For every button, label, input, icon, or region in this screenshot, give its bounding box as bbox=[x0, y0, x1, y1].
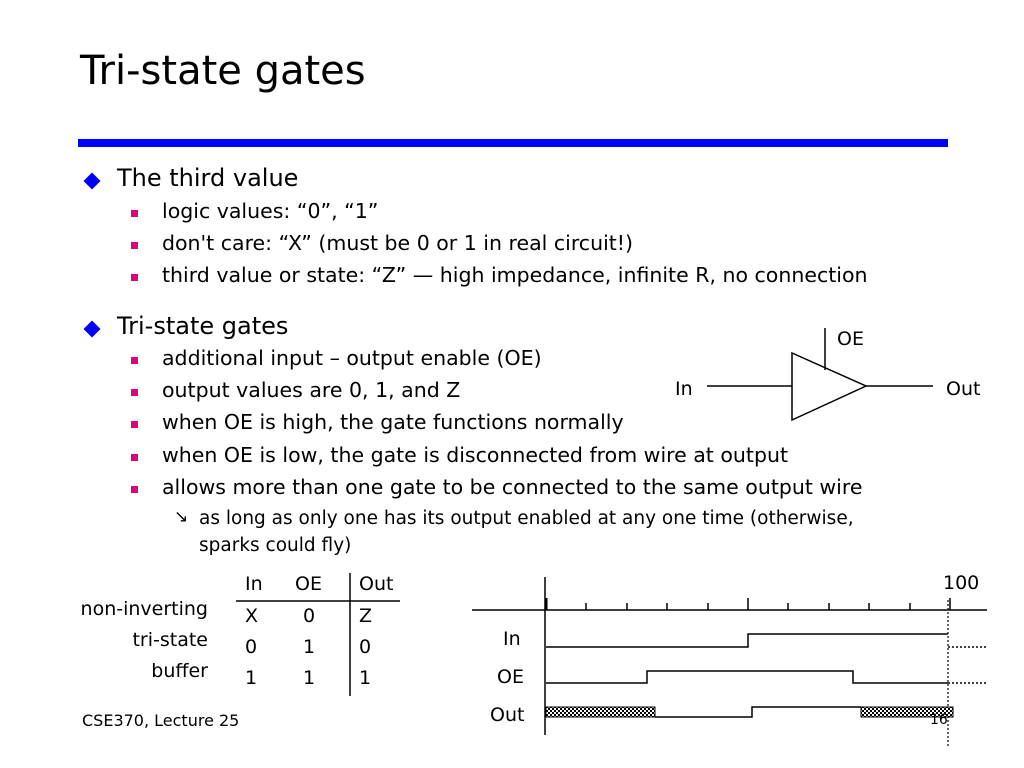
gate-oe-label: OE bbox=[837, 328, 864, 350]
table-cell: X bbox=[245, 605, 259, 627]
page-number: 16 bbox=[930, 712, 948, 728]
table-cell: 0 bbox=[359, 636, 372, 658]
arrow-bullet-icon: ↘ bbox=[174, 507, 189, 527]
list-item: when OE is high, the gate functions normally bbox=[162, 410, 624, 434]
timing-signal-out: Out bbox=[490, 704, 525, 726]
table-header-oe: OE bbox=[295, 573, 322, 595]
section2-heading: Tri-state gates bbox=[117, 312, 289, 340]
table-label-line3: buffer bbox=[151, 660, 208, 682]
table-header-out: Out bbox=[359, 573, 394, 595]
table-cell: 1 bbox=[303, 636, 316, 658]
sub-list-item-line1: as long as only one has its output enabled at any one time (otherwise, bbox=[199, 508, 854, 529]
section1-heading: The third value bbox=[117, 164, 299, 192]
list-item: don't care: “X” (must be 0 or 1 in real circuit!) bbox=[162, 231, 634, 255]
gate-out-label: Out bbox=[946, 378, 981, 400]
footer-text: CSE370, Lecture 25 bbox=[82, 711, 240, 730]
table-cell: 0 bbox=[245, 636, 258, 658]
gate-in-label: In bbox=[675, 378, 693, 400]
list-item: allows more than one gate to be connected to the same output wire bbox=[162, 475, 863, 499]
list-item: additional input – output enable (OE) bbox=[162, 346, 542, 370]
table-cell: 1 bbox=[245, 667, 258, 689]
table-cell: 0 bbox=[303, 605, 316, 627]
table-header-in: In bbox=[245, 573, 263, 595]
page-title: Tri-state gates bbox=[80, 48, 366, 94]
timing-signal-in: In bbox=[503, 628, 521, 650]
list-item: when OE is low, the gate is disconnected from wire at output bbox=[162, 443, 788, 467]
list-item: output values are 0, 1, and Z bbox=[162, 378, 461, 402]
list-item: logic values: “0”, “1” bbox=[162, 199, 379, 223]
timing-signal-oe: OE bbox=[497, 666, 524, 688]
list-item: third value or state: “Z” — high impedance, infinite R, no connection bbox=[162, 263, 868, 287]
table-label-line2: tri-state bbox=[132, 629, 208, 651]
table-cell: 1 bbox=[359, 667, 372, 689]
sub-list-item-line2: sparks could fly) bbox=[199, 535, 352, 556]
table-cell: 1 bbox=[303, 667, 316, 689]
table-cell: Z bbox=[359, 605, 373, 627]
timing-marker-label: 100 bbox=[943, 572, 980, 594]
table-label-line1: non-inverting bbox=[80, 598, 208, 620]
